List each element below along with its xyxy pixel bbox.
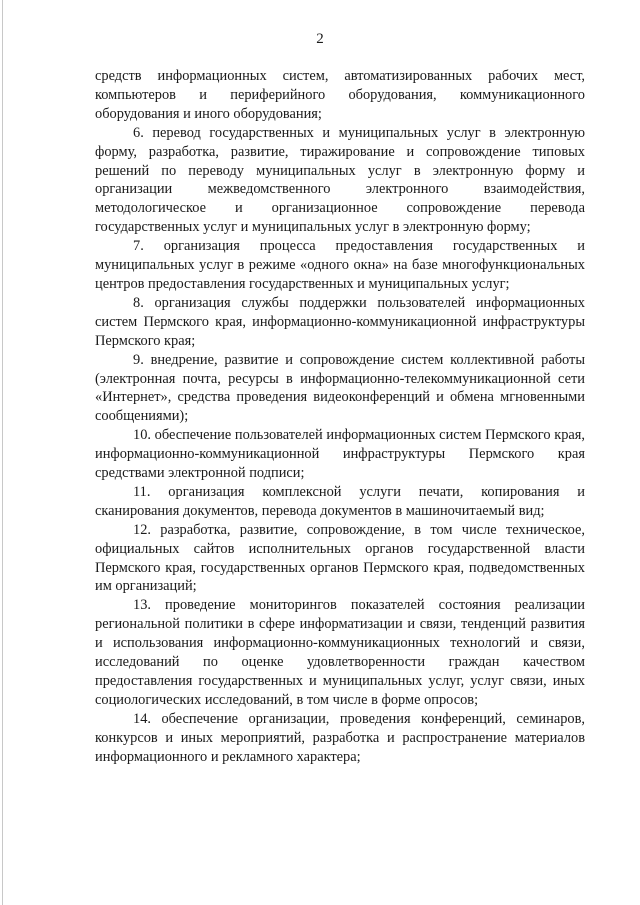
paragraph-item-8: 8. организация службы поддержки пользователей информационных систем Пермского края, информационно-коммуникационной инфраструктуры Пермского края; <box>95 294 585 349</box>
scan-edge-line <box>2 0 3 905</box>
document-body <box>95 67 585 767</box>
paragraph-item-9: 9. внедрение, развитие и сопровождение систем коллективной работы (электронная почта, ресурсы в информационно-телекоммуникационной сети «Интернет», средства проведения видеоконференций и обмена мгновенными сообщениями); <box>95 351 585 425</box>
paragraph-item-12: 12. разработка, развитие, сопровождение, в том числе техническое, официальных сайтов исполнительных органов государственной власти Пермского края, государственных органов Пермского края, подведомственных им организаций; <box>95 521 585 595</box>
paragraph-item-11: 11. организация комплексной услуги печати, копирования и сканирования документов, перевода документов в машиночитаемый вид; <box>95 483 585 519</box>
paragraph-item-7: 7. организация процесса предоставления государственных и муниципальных услуг в режиме «одного окна» на базе многофункциональных центров предоставления государственных и муниципальных услуг; <box>95 238 585 292</box>
paragraph-item-6: 6. перевод государственных и муниципальных услуг в электронную форму, разработка, развитие, тиражирование и сопровождение типовых решений по переводу муниципальных услуг в электронную форму и организации межведомственного электронного взаимодействия, методологическое и организационное сопровождение перевода государственных услуг и муниципальных услуг в электронную форму; <box>95 124 585 236</box>
paragraph-item-10: 10. обеспечение пользователей информационных систем Пермского края, информационно-коммуникационной инфраструктуры Пермского края средствами электронной подписи; <box>95 427 585 482</box>
paragraph-item-13: 13. проведение мониторингов показателей состояния реализации региональной политики в сфере информатизации и связи, тенденций развития и использования информационно-коммуникационных технологий и связи, исследований по оценке удовлетворенности граждан качеством предоставления государственных и муниципальных услуг, услуг связи, иных социологических исследований, в том числе в форме опросов; <box>95 597 585 708</box>
page-number: 2 <box>316 31 324 47</box>
paragraph-item-14: 14. обеспечение организации, проведения конференций, семинаров, конкурсов и иных мероприятий, разработка и распространение материалов информационного и рекламного характера; <box>95 710 585 765</box>
paragraph-continuation: средств информационных систем, автоматизированных рабочих мест, компьютеров и периферийного оборудования, коммуникационного оборудования и иного оборудования; <box>95 68 585 122</box>
